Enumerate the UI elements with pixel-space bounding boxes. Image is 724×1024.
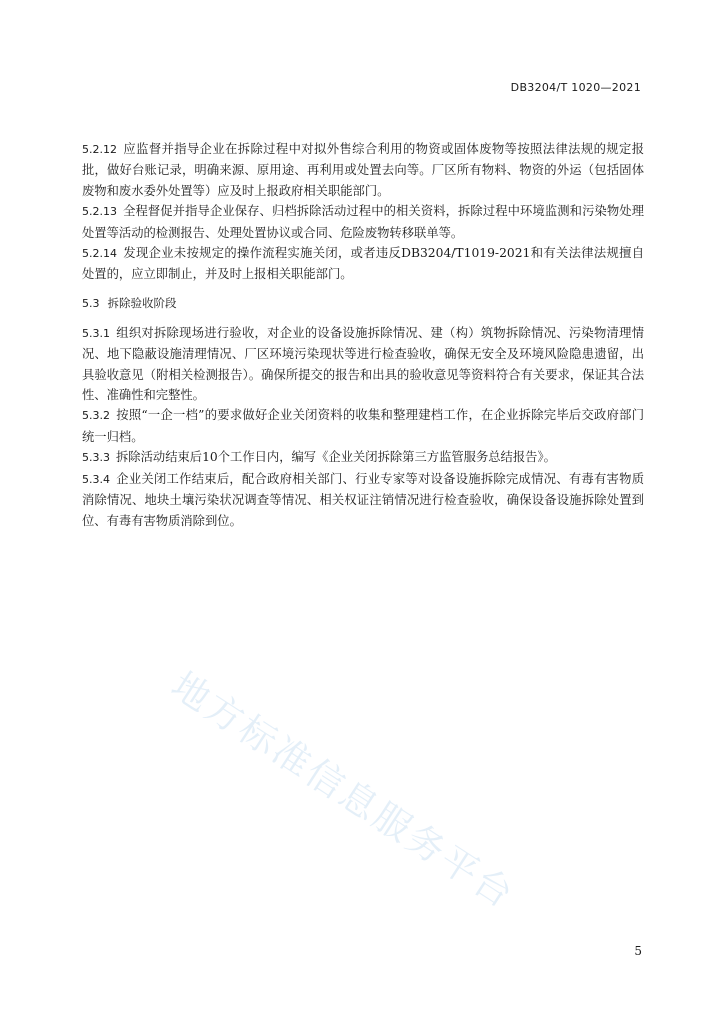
page-number: 5 [634, 944, 642, 958]
watermark: 地方标准信息服务平台 [163, 663, 523, 918]
clause-5-3-4 [82, 469, 644, 531]
clause-number: 5.3.4 [82, 472, 110, 486]
clause-5-3-2 [82, 405, 644, 447]
clause-5-2-13 [82, 201, 644, 243]
section-title: 拆除验收阶段 [107, 295, 177, 310]
clause-number: 5.2.13 [82, 205, 117, 219]
clause-text: 拆除活动结束后10个工作日内，编写《企业关闭拆除第三方监管服务总结报告》。 [116, 450, 556, 465]
clause-5-2-14 [82, 243, 644, 285]
clause-5-3-1 [82, 323, 644, 406]
clause-5-3-3 [82, 447, 644, 468]
document-body [82, 139, 644, 531]
clause-number: 5.3.3 [82, 451, 110, 465]
section-heading [82, 293, 644, 314]
clause-text: 应监督并指导企业在拆除过程中对拟外售综合利用的物资或固体废物等按照法律法规的规定报批，做好台账记录，明确来源、原用途、再利用或处置去向等。厂区所有物料、物资的外运（包括固体废物和废水委外处置等）应及时上报政府相关职能部门。 [82, 142, 644, 198]
clause-text: 全程督促并指导企业保存、归档拆除活动过程中的相关资料，拆除过程中环境监测和污染物处理处置等活动的检测报告、处理处置协议或合同、危险废物转移联单等。 [82, 204, 644, 240]
clause-number: 5.2.14 [82, 247, 117, 261]
clause-number: 5.2.12 [82, 143, 117, 156]
document-code: DB3204/T 1020—2021 [510, 81, 641, 94]
clause-text: 组织对拆除现场进行验收，对企业的设备设施拆除情况、建（构）筑物拆除情况、污染物清理情况、地下隐蔽设施清理情况、厂区环境污染现状等进行检查验收，确保无安全及环境风险隐患遗留，出具验收意见（附相关检测报告）。确保所提交的报告和出具的验收意见等资料符合有关要求，保证其合法性、准确性和完整性。 [82, 325, 644, 403]
clause-text: 按照“一企一档”的要求做好企业关闭资料的收集和整理建档工作，在企业拆除完毕后交政府部门统一归档。 [82, 408, 644, 444]
clause-text: 企业关闭工作结束后，配合政府相关部门、行业专家等对设备设施拆除完成情况、有毒有害物质消除情况、地块土壤污染状况调查等情况、相关权证注销情况进行检查验收，确保设备设施拆除处置到位、有毒有害物质消除到位。 [82, 471, 644, 528]
clause-5-2-12 [82, 139, 644, 201]
clause-number: 5.3.1 [82, 326, 110, 340]
section-number: 5.3 [82, 296, 100, 310]
clause-text: 发现企业未按规定的操作流程实施关闭，或者违反DB3204/T1019-2021和有关法律法规擅自处置的，应立即制止，并及时上报相关职能部门。 [82, 246, 644, 282]
clause-number: 5.3.2 [82, 409, 110, 423]
